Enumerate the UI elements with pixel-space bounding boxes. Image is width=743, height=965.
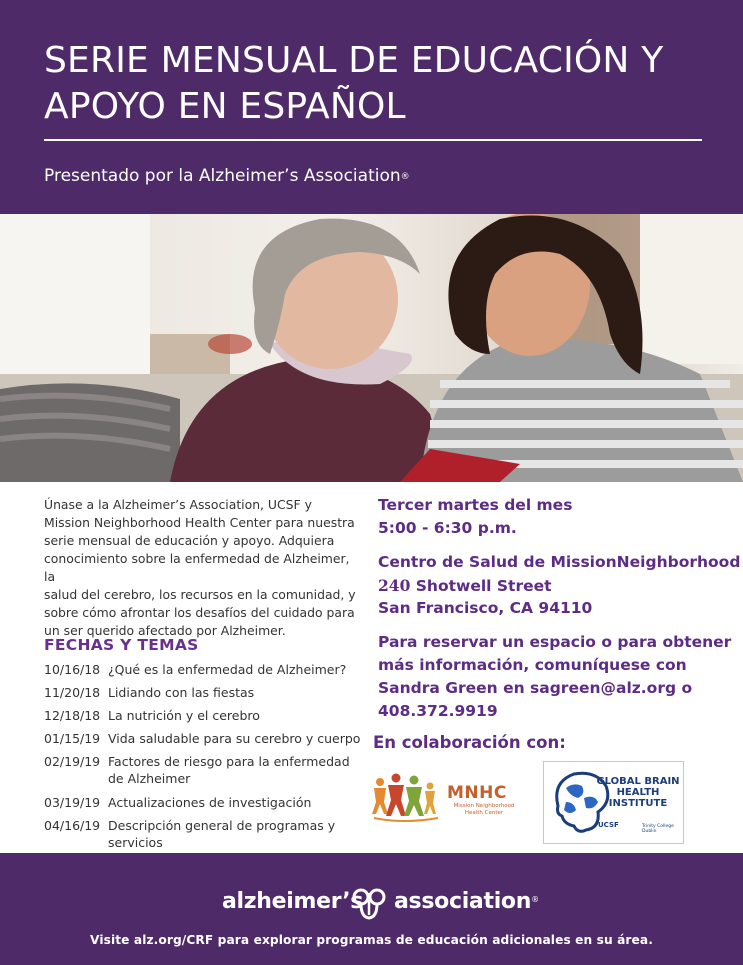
schedule-topic: Actualizaciones de investigación <box>108 795 312 810</box>
intro-paragraph <box>44 496 364 640</box>
street-number: 240 <box>378 576 411 595</box>
contact-line: Para reservar un espacio o para obtener <box>378 633 732 651</box>
intro-line: conocimiento sobre la enfermedad de Alzheimer, la <box>44 551 350 584</box>
brand-name-left: alzheimer’s <box>222 889 364 914</box>
schedule-topic: ¿Qué es la enfermedad de Alzheimer? <box>108 662 347 677</box>
title-divider <box>44 139 702 141</box>
footer-banner <box>0 853 743 965</box>
collaboration-heading: En colaboración con: <box>373 733 566 752</box>
contact-line: más información, comuníquese con <box>378 656 687 674</box>
schedule-date: 11/20/18 <box>44 685 101 700</box>
page-title <box>44 38 714 130</box>
mnhc-name <box>449 803 519 817</box>
brand-association: association <box>394 889 532 914</box>
schedule-item <box>44 753 364 787</box>
intro-line: un ser querido afectado por Alzheimer. <box>44 623 286 638</box>
schedule-topic: Descripción general de programas y servicios <box>108 818 336 850</box>
schedule-date: 12/18/18 <box>44 708 101 723</box>
intro-line: Únase a la Alzheimer’s Association, UCSF y <box>44 497 312 512</box>
schedule-date: 03/19/19 <box>44 795 101 810</box>
event-city: San Francisco, CA 94110 <box>378 599 593 617</box>
contact-phone: 408.372.9919 <box>378 702 498 720</box>
street-name: Shotwell Street <box>415 577 552 595</box>
mnhc-name-line: Mission Neighborhood <box>453 803 515 809</box>
title-line-2: APOYO EN ESPAÑOL <box>44 86 406 127</box>
alzheimers-association-logo-icon <box>350 887 388 921</box>
gbhi-logo <box>543 761 684 844</box>
tcd-logo: Trinity College Dublin <box>642 824 674 834</box>
schedule-date: 01/15/19 <box>44 731 101 746</box>
gbhi-name <box>595 776 681 809</box>
two-women-reading-image <box>0 214 743 482</box>
schedule-topic: Factores de riesgo para la enfermedad de Alzheimer <box>108 754 350 786</box>
schedule-date: 10/16/18 <box>44 662 101 677</box>
brand-name-right <box>394 889 539 914</box>
contact-line: Sandra Green en sagreen@alz.org o <box>378 679 693 697</box>
registered-mark: ® <box>400 172 410 182</box>
schedule-topic: Lidiando con las fiestas <box>108 685 255 700</box>
subtitle-text: Presentado por la Alzheimer’s Association <box>44 166 401 186</box>
intro-line: sobre cómo afrontar los desafíos del cuidado para <box>44 605 355 620</box>
event-venue: Centro de Salud de MissionNeighborhood <box>378 553 741 571</box>
gbhi-name-line: HEALTH INSTITUTE <box>608 787 668 809</box>
header-banner <box>0 0 743 214</box>
title-line-1: SERIE MENSUAL DE EDUCACIÓN Y <box>44 40 664 81</box>
schedule-item <box>44 707 364 724</box>
hero-photo <box>0 214 743 482</box>
footer-visit-text: Visite alz.org/CRF para explorar programas de educación adicionales en su área. <box>90 933 653 947</box>
intro-line: serie mensual de educación y apoyo. Adquiera <box>44 533 335 548</box>
event-street <box>378 574 552 598</box>
event-time: 5:00 - 6:30 p.m. <box>378 519 517 537</box>
schedule-item <box>44 684 364 701</box>
schedule-date: 04/16/19 <box>44 818 101 833</box>
intro-line: Mission Neighborhood Health Center para nuestra <box>44 515 355 530</box>
subtitle <box>44 165 410 187</box>
schedule-heading: FECHAS Y TEMAS <box>44 636 199 654</box>
schedule-item <box>44 730 364 747</box>
schedule-item <box>44 794 364 811</box>
schedule-item <box>44 661 364 678</box>
schedule-topic: La nutrición y el cerebro <box>108 708 260 723</box>
brand-registered-mark: ® <box>531 895 539 904</box>
mnhc-name-line: Health Center <box>464 810 504 816</box>
schedule-item <box>44 817 364 851</box>
gbhi-name-line: GLOBAL BRAIN <box>596 776 680 787</box>
event-when: Tercer martes del mes <box>378 496 573 514</box>
intro-line: salud del cerebro, los recursos en la comunidad, y <box>44 587 356 602</box>
schedule-date: 02/19/19 <box>44 754 101 769</box>
mnhc-abbreviation: MNHC <box>447 783 507 803</box>
schedule-topic: Vida saludable para su cerebro y cuerpo <box>108 731 361 746</box>
ucsf-logo: UCSF <box>598 821 619 829</box>
